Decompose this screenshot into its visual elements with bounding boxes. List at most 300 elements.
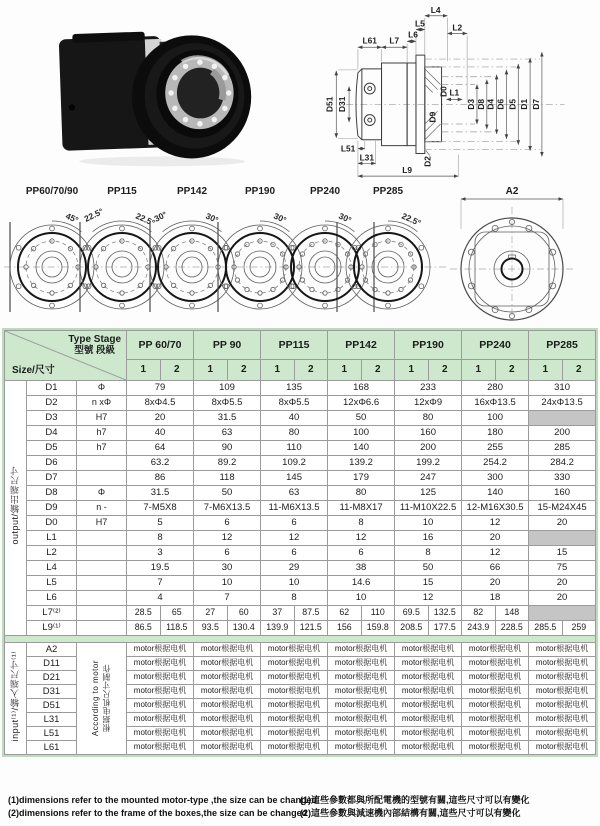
spec-table (4, 330, 596, 755)
photo-shadow (79, 157, 245, 167)
row-spec (77, 456, 127, 471)
value-cell: 6 (194, 516, 261, 531)
flange-name: PP285 (372, 186, 404, 197)
according-text: According to motor 根据电机尺寸制作 (90, 660, 111, 737)
flange-name: PP240 (309, 186, 341, 197)
motor-dependent-cell: motor根据电机 (261, 685, 328, 699)
section-separator-row (5, 636, 596, 643)
value-cell: 8 (127, 531, 194, 546)
value-cell: 63.2 (127, 456, 194, 471)
value-cell: 15 (529, 546, 596, 561)
table-row (5, 381, 596, 396)
value-cell: 80 (395, 411, 462, 426)
motor-dependent-cell: motor根据电机 (462, 741, 529, 755)
value-cell: 200 (395, 441, 462, 456)
motor-dependent-cell: motor根据电机 (328, 671, 395, 685)
column-header-pp-90: PP 90 (194, 331, 261, 360)
value-cell: 16xΦ13.5 (462, 396, 529, 411)
angle-label: 22.5° (400, 210, 423, 228)
flange-name: PP190 (244, 186, 276, 197)
motor-dependent-cell: motor根据电机 (395, 741, 462, 755)
footnote-en-1: (1)dimensions refer to the mounted motor-type ,the size can be changed (8, 795, 318, 805)
value-cell: 6 (261, 516, 328, 531)
stage-header: 1 (328, 360, 362, 381)
value-cell: 8xΦ5.5 (194, 396, 261, 411)
value-cell: 8xΦ5.5 (261, 396, 328, 411)
stage-header: 2 (428, 360, 462, 381)
value-cell: 12 (261, 531, 328, 546)
value-cell: 40 (261, 411, 328, 426)
value-cell: 11-M8X17 (328, 501, 395, 516)
value-cell: 130.4 (227, 621, 261, 636)
value-cell: 132.5 (428, 606, 462, 621)
row-spec: Φ (77, 486, 127, 501)
flange-name: PP142 (176, 186, 208, 197)
row-label: D31 (27, 685, 77, 699)
value-cell: 28.5 (127, 606, 161, 621)
table-row (5, 606, 596, 621)
motor-dependent-cell: motor根据电机 (529, 643, 596, 657)
column-header-pp142: PP142 (328, 331, 395, 360)
value-cell: 4 (127, 591, 194, 606)
a2-dimension-label: A2 (505, 186, 519, 197)
dim-label-d0: D0 (438, 86, 449, 97)
stage-header: 1 (395, 360, 429, 381)
dim-label-d1: D1 (519, 98, 530, 110)
product-photo (45, 12, 260, 172)
value-cell: 63 (261, 486, 328, 501)
row-label: L51 (27, 727, 77, 741)
motor-dependent-cell: motor根据电机 (261, 643, 328, 657)
value-cell: 82 (462, 606, 496, 621)
value-cell: 65 (160, 606, 194, 621)
table-row (5, 546, 596, 561)
value-cell: 228.5 (495, 621, 529, 636)
motor-dependent-cell: motor根据电机 (127, 685, 194, 699)
stage-header: 1 (127, 360, 161, 381)
motor-dependent-cell: motor根据电机 (529, 685, 596, 699)
row-label: L4 (27, 561, 77, 576)
value-cell: 19.5 (127, 561, 194, 576)
motor-dependent-cell: motor根据电机 (395, 685, 462, 699)
value-cell: 5 (127, 516, 194, 531)
value-cell: 12 (462, 546, 529, 561)
dim-label-d31: D31 (337, 96, 348, 112)
value-cell: 135 (261, 381, 328, 396)
value-cell: 30 (194, 561, 261, 576)
motor-dependent-cell: motor根据电机 (127, 727, 194, 741)
value-cell: 20 (529, 591, 596, 606)
angle-label: 45° (64, 210, 81, 226)
mounting-face-view (450, 186, 574, 323)
table-row (5, 561, 596, 576)
value-cell: 159.8 (361, 621, 395, 636)
value-cell: 6 (194, 546, 261, 561)
value-cell: 24xΦ13.5 (529, 396, 596, 411)
stage-header: 1 (529, 360, 563, 381)
column-header-pp-60-70: PP 60/70 (127, 331, 194, 360)
value-cell: 140 (328, 441, 395, 456)
value-cell: 16 (395, 531, 462, 546)
value-cell: 69.5 (395, 606, 429, 621)
value-cell: 12 (194, 531, 261, 546)
stage-header: 1 (194, 360, 228, 381)
dim-label-l2: L2 (452, 22, 463, 33)
row-spec (77, 546, 127, 561)
motor-dependent-cell: motor根据电机 (261, 713, 328, 727)
value-cell: 10 (261, 576, 328, 591)
value-cell: 31.5 (127, 486, 194, 501)
motor-dependent-cell: motor根据电机 (328, 685, 395, 699)
value-cell: 121.5 (294, 621, 328, 636)
table-row (5, 426, 596, 441)
motor-dependent-cell: motor根据电机 (261, 657, 328, 671)
value-cell: 80 (261, 426, 328, 441)
dim-label-d5: D5 (507, 98, 518, 110)
empty-gray-cell (529, 531, 596, 546)
value-cell: 66 (462, 561, 529, 576)
value-cell: 179 (328, 471, 395, 486)
value-cell: 109.2 (261, 456, 328, 471)
value-cell: 20 (462, 576, 529, 591)
value-cell: 75 (529, 561, 596, 576)
value-cell: 7-M6X13.5 (194, 501, 261, 516)
value-cell: 14.6 (328, 576, 395, 591)
value-cell: 110 (261, 441, 328, 456)
motor-dependent-cell: motor根据电机 (127, 713, 194, 727)
row-label: D51 (27, 699, 77, 713)
value-cell: 199.2 (395, 456, 462, 471)
motor-dependent-cell: motor根据电机 (462, 699, 529, 713)
value-cell: 280 (462, 381, 529, 396)
dim-label-d2: D2 (422, 156, 433, 167)
row-spec: Φ (77, 381, 127, 396)
value-cell: 6 (261, 546, 328, 561)
value-cell: 79 (127, 381, 194, 396)
dim-label-l51: L51 (340, 143, 356, 154)
value-cell: 6 (328, 546, 395, 561)
motor-dependent-cell: motor根据电机 (194, 713, 261, 727)
value-cell: 11-M10X22.5 (395, 501, 462, 516)
column-header-pp190: PP190 (395, 331, 462, 360)
motor-dependent-cell: motor根据电机 (395, 699, 462, 713)
row-spec (77, 561, 127, 576)
angle-label: 22.5° (82, 206, 105, 224)
value-cell: 64 (127, 441, 194, 456)
value-cell: 300 (462, 471, 529, 486)
value-cell: 243.9 (462, 621, 496, 636)
value-cell: 140 (462, 486, 529, 501)
row-label: D8 (27, 486, 77, 501)
motor-dependent-cell: motor根据电机 (194, 685, 261, 699)
spec-table-wrap (2, 328, 598, 757)
row-spec: h7 (77, 441, 127, 456)
value-cell: 177.5 (428, 621, 462, 636)
footnote-en-2: (2)dimensions refer to the frame of the boxes,the size can be changed (8, 808, 308, 818)
column-header-pp285: PP285 (529, 331, 596, 360)
stage-header: 2 (227, 360, 261, 381)
row-label: L9⁽¹⁾ (27, 621, 77, 636)
motor-dependent-cell: motor根据电机 (127, 699, 194, 713)
gearbox-output-flange (132, 35, 251, 158)
dim-label-l7: L7 (389, 35, 400, 46)
value-cell: 20 (529, 516, 596, 531)
flange-view-5 (283, 186, 367, 312)
value-cell: 259 (562, 621, 596, 636)
value-cell: 8 (328, 516, 395, 531)
motor-dependent-cell: motor根据电机 (194, 643, 261, 657)
footnotes-en (8, 794, 318, 820)
dim-label-l6: L6 (408, 29, 418, 40)
row-spec (77, 591, 127, 606)
flange-name: PP60/70/90 (25, 186, 79, 197)
value-cell: 50 (328, 411, 395, 426)
row-label: D6 (27, 456, 77, 471)
corner-size-label: Size/尺寸 (12, 364, 55, 376)
dim-label-d4: D4 (485, 98, 496, 110)
motor-dependent-cell: motor根据电机 (462, 657, 529, 671)
dim-label-l4: L4 (430, 4, 441, 15)
value-cell: 10 (395, 516, 462, 531)
row-label: D7 (27, 471, 77, 486)
motor-dependent-cell: motor根据电机 (127, 671, 194, 685)
value-cell: 7-M5X8 (127, 501, 194, 516)
value-cell: 139.9 (261, 621, 295, 636)
row-spec (77, 531, 127, 546)
footnotes-cn (300, 794, 596, 820)
dim-label-d51: D51 (324, 96, 335, 112)
value-cell: 148 (495, 606, 529, 621)
motor-dependent-cell: motor根据电机 (328, 657, 395, 671)
column-header-pp240: PP240 (462, 331, 529, 360)
value-cell: 168 (328, 381, 395, 396)
motor-dependent-cell: motor根据电机 (261, 741, 328, 755)
angle-label: 30° (337, 210, 354, 226)
value-cell: 86 (127, 471, 194, 486)
according-to-motor-label (77, 643, 127, 755)
flange-view-6 (346, 186, 430, 312)
value-cell: 12-M16X30.5 (462, 501, 529, 516)
value-cell: 10 (194, 576, 261, 591)
motor-dependent-cell: motor根据电机 (328, 699, 395, 713)
angle-label: 30° (204, 210, 221, 226)
value-cell: 208.5 (395, 621, 429, 636)
table-row (5, 621, 596, 636)
angle-label: 22.5° (134, 210, 157, 228)
motor-dependent-cell: motor根据电机 (194, 727, 261, 741)
stage-header: 1 (261, 360, 295, 381)
footnote-cn-2: (2)這些參數與減速機內部結構有關,這些尺寸可以有變化 (300, 808, 521, 818)
output-section-label: output/输出端尺寸 (5, 381, 27, 636)
value-cell: 27 (194, 606, 228, 621)
value-cell: 7 (127, 576, 194, 591)
row-spec: H7 (77, 516, 127, 531)
motor-dependent-cell: motor根据电机 (395, 657, 462, 671)
value-cell: 200 (529, 426, 596, 441)
value-cell: 118.5 (160, 621, 194, 636)
value-cell: 12xΦ9 (395, 396, 462, 411)
dimension-drawing (293, 2, 596, 184)
motor-dependent-cell: motor根据电机 (127, 643, 194, 657)
row-label: D0 (27, 516, 77, 531)
row-label: D2 (27, 396, 77, 411)
angle-label: 30° (152, 209, 169, 224)
motor-dependent-cell: motor根据电机 (529, 713, 596, 727)
motor-dependent-cell: motor根据电机 (395, 643, 462, 657)
motor-dependent-cell: motor根据电机 (194, 699, 261, 713)
table-row (5, 411, 596, 426)
row-label: L31 (27, 713, 77, 727)
row-label: D4 (27, 426, 77, 441)
value-cell: 20 (462, 531, 529, 546)
motor-dependent-cell: motor根据电机 (194, 741, 261, 755)
value-cell: 60 (227, 606, 261, 621)
motor-dependent-cell: motor根据电机 (395, 727, 462, 741)
value-cell: 80 (328, 486, 395, 501)
value-cell: 87.5 (294, 606, 328, 621)
stage-header: 2 (562, 360, 596, 381)
value-cell: 8xΦ4.5 (127, 396, 194, 411)
value-cell: 255 (462, 441, 529, 456)
value-cell: 310 (529, 381, 596, 396)
value-cell: 62 (328, 606, 362, 621)
value-cell: 11-M6X13.5 (261, 501, 328, 516)
row-spec: n xΦ (77, 396, 127, 411)
value-cell: 118 (194, 471, 261, 486)
row-label: L61 (27, 741, 77, 755)
value-cell: 37 (261, 606, 295, 621)
table-row (5, 456, 596, 471)
flange-view-1 (10, 186, 94, 312)
motor-dependent-cell: motor根据电机 (127, 657, 194, 671)
table-row (5, 531, 596, 546)
value-cell: 285.5 (529, 621, 563, 636)
input-section-label: input⁽¹⁾/输入端尺寸⁽¹⁾ (5, 643, 27, 755)
value-cell: 109 (194, 381, 261, 396)
value-cell: 89.2 (194, 456, 261, 471)
motor-dependent-cell: motor根据电机 (462, 685, 529, 699)
footnote-cn-1: (1)這些參數都與所配電機的型號有關,這些尺寸可以有變化 (300, 795, 530, 805)
table-row (5, 471, 596, 486)
motor-dependent-cell: motor根据电机 (462, 671, 529, 685)
value-cell: 38 (328, 561, 395, 576)
value-cell: 180 (462, 426, 529, 441)
motor-dependent-cell: motor根据电机 (328, 727, 395, 741)
motor-dependent-cell: motor根据电机 (328, 741, 395, 755)
table-row (5, 643, 596, 657)
row-spec (77, 576, 127, 591)
value-cell: 145 (261, 471, 328, 486)
empty-gray-cell (529, 411, 596, 426)
corner-type-stage-label: Type Stage 型號 段級 (68, 334, 122, 356)
row-label: D11 (27, 657, 77, 671)
value-cell: 247 (395, 471, 462, 486)
motor-dependent-cell: motor根据电机 (462, 643, 529, 657)
value-cell: 31.5 (194, 411, 261, 426)
value-cell: 110 (361, 606, 395, 621)
motor-dependent-cell: motor根据电机 (395, 713, 462, 727)
row-label: D5 (27, 441, 77, 456)
stage-header: 2 (294, 360, 328, 381)
empty-gray-cell (529, 606, 596, 621)
row-label: L5 (27, 576, 77, 591)
value-cell: 330 (529, 471, 596, 486)
value-cell: 125 (395, 486, 462, 501)
value-cell: 20 (529, 576, 596, 591)
row-spec: H7 (77, 411, 127, 426)
row-spec: h7 (77, 426, 127, 441)
value-cell: 100 (328, 426, 395, 441)
value-cell: 12xΦ6.6 (328, 396, 395, 411)
stage-header: 2 (160, 360, 194, 381)
motor-dependent-cell: motor根据电机 (328, 643, 395, 657)
motor-dependent-cell: motor根据电机 (127, 741, 194, 755)
dim-label-d3: D3 (466, 98, 477, 110)
value-cell: 15 (395, 576, 462, 591)
value-cell: 8 (395, 546, 462, 561)
motor-dependent-cell: motor根据电机 (529, 741, 596, 755)
motor-dependent-cell: motor根据电机 (328, 713, 395, 727)
row-spec (77, 471, 127, 486)
row-label: L7⁽²⁾ (27, 606, 77, 621)
value-cell: 12 (395, 591, 462, 606)
motor-dependent-cell: motor根据电机 (261, 727, 328, 741)
table-corner (5, 331, 127, 381)
motor-dependent-cell: motor根据电机 (529, 727, 596, 741)
row-label: D1 (27, 381, 77, 396)
flange-name: PP115 (107, 186, 137, 197)
table-row (5, 486, 596, 501)
value-cell: 63 (194, 426, 261, 441)
value-cell: 284.2 (529, 456, 596, 471)
dim-label-l9: L9 (402, 165, 412, 176)
value-cell: 40 (127, 426, 194, 441)
value-cell: 50 (395, 561, 462, 576)
dim-label-l1: L1 (449, 87, 460, 98)
row-label: L1 (27, 531, 77, 546)
motor-dependent-cell: motor根据电机 (462, 727, 529, 741)
value-cell: 12 (462, 516, 529, 531)
row-spec (77, 606, 127, 621)
dim-label-l31: L31 (359, 152, 374, 163)
row-label: D9 (27, 501, 77, 516)
value-cell: 160 (395, 426, 462, 441)
value-cell: 7 (194, 591, 261, 606)
value-cell: 20 (127, 411, 194, 426)
motor-dependent-cell: motor根据电机 (261, 699, 328, 713)
table-row (5, 516, 596, 531)
dim-label-d8: D8 (475, 98, 486, 110)
value-cell: 233 (395, 381, 462, 396)
value-cell: 139.2 (328, 456, 395, 471)
row-label: D21 (27, 671, 77, 685)
dim-label-l5: L5 (415, 18, 425, 29)
row-label: L2 (27, 546, 77, 561)
section-separator (5, 636, 596, 643)
value-cell: 160 (529, 486, 596, 501)
dim-label-d9: D9 (427, 111, 438, 123)
row-spec: n - (77, 501, 127, 516)
dim-label-l61: L61 (362, 35, 377, 46)
stage-header: 2 (495, 360, 529, 381)
value-cell: 29 (261, 561, 328, 576)
motor-dependent-cell: motor根据电机 (194, 657, 261, 671)
table-row (5, 441, 596, 456)
flange-view-2 (80, 186, 164, 312)
row-label: D3 (27, 411, 77, 426)
stage-header: 2 (361, 360, 395, 381)
column-header-pp115: PP115 (261, 331, 328, 360)
